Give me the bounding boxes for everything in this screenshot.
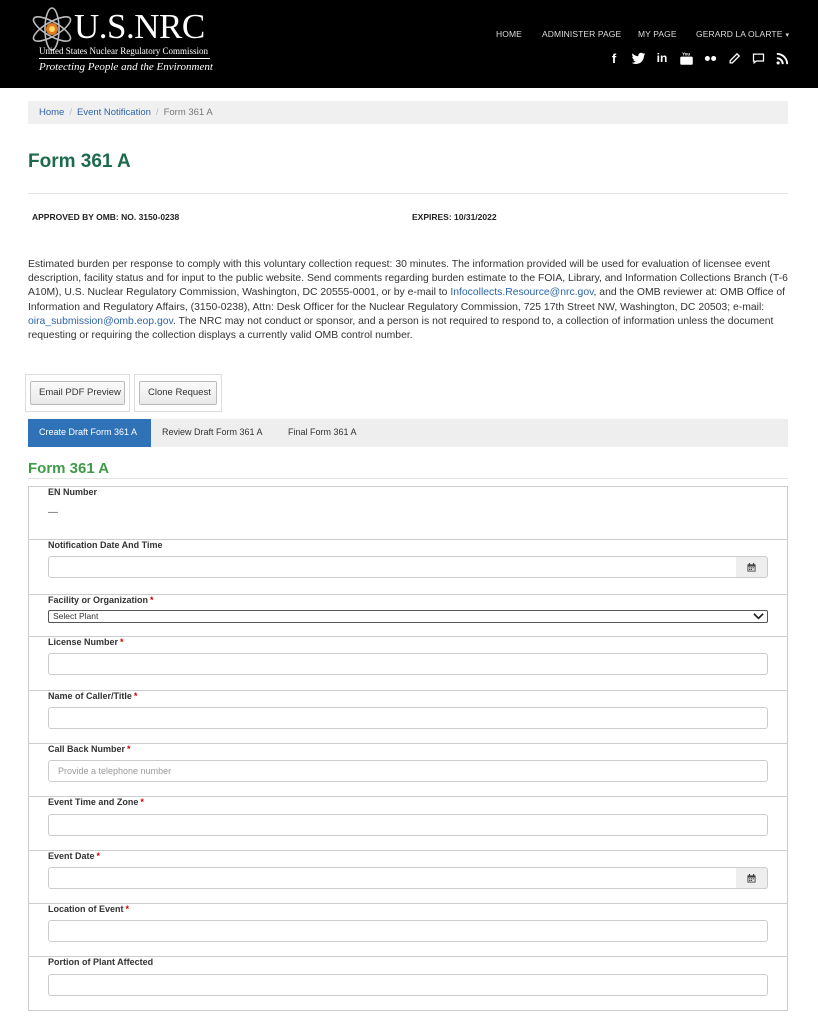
title-divider bbox=[28, 193, 788, 194]
form-tabs bbox=[28, 419, 788, 447]
en-number-value: — bbox=[48, 507, 58, 518]
user-name: GERARD LA OLARTE bbox=[696, 29, 783, 39]
facility-label bbox=[48, 595, 154, 605]
comment-icon[interactable] bbox=[750, 50, 766, 66]
facility-label-text: Facility or Organization bbox=[48, 595, 149, 605]
social-links bbox=[606, 49, 790, 67]
required-marker: * bbox=[96, 851, 101, 861]
required-marker: * bbox=[127, 744, 131, 754]
row-divider bbox=[29, 636, 787, 637]
breadcrumb bbox=[28, 101, 788, 124]
email-pdf-wrapper bbox=[25, 374, 130, 412]
facility-select[interactable] bbox=[48, 610, 768, 623]
blog-icon[interactable] bbox=[726, 50, 742, 66]
email-pdf-preview-button[interactable]: Email PDF Preview bbox=[30, 381, 125, 405]
tab-final-form[interactable]: Final Form 361 A bbox=[288, 427, 357, 437]
svg-text:You: You bbox=[681, 50, 690, 56]
caller-title-label bbox=[48, 691, 137, 701]
nav-home[interactable]: HOME bbox=[496, 29, 522, 39]
form-heading-divider bbox=[28, 478, 788, 479]
location-label bbox=[48, 904, 129, 914]
breadcrumb-event-notification[interactable]: Event Notification bbox=[76, 107, 151, 118]
event-time-input[interactable] bbox=[48, 814, 768, 836]
caller-label-text: Name of Caller/Title bbox=[48, 691, 132, 701]
row-divider bbox=[29, 743, 787, 744]
oira-email-link[interactable]: oira_submission@omb.eop.gov bbox=[28, 315, 173, 327]
nav-user-menu[interactable] bbox=[696, 29, 789, 41]
event-date-input[interactable] bbox=[48, 867, 737, 889]
location-label-text: Location of Event bbox=[48, 904, 124, 914]
infocollects-email-link[interactable]: Infocollects.Resource@nrc.gov bbox=[450, 287, 594, 299]
facility-selected-value: Select Plant bbox=[53, 611, 99, 621]
license-label-text: License Number bbox=[48, 637, 119, 647]
rss-icon[interactable] bbox=[774, 50, 790, 66]
site-header bbox=[0, 0, 818, 88]
event-date-label-text: Event Date bbox=[48, 851, 95, 861]
logo-tagline: Protecting People and the Environment bbox=[39, 61, 213, 73]
required-marker: * bbox=[120, 637, 124, 647]
burden-text-3: . The NRC may not conduct or sponsor, and a person is not required to respond to, a collection of information unless the document requesting or requiring the collection displays a currently valid OMB control number. bbox=[28, 315, 774, 342]
flickr-icon[interactable] bbox=[702, 50, 718, 66]
license-number-input[interactable] bbox=[48, 653, 768, 675]
row-divider bbox=[29, 850, 787, 851]
clone-request-button[interactable]: Clone Request bbox=[139, 381, 217, 405]
required-marker: * bbox=[125, 904, 130, 914]
linkedin-icon[interactable]: in bbox=[656, 51, 668, 65]
tab-create-draft[interactable]: Create Draft Form 361 A bbox=[28, 419, 151, 447]
nav-my-page[interactable]: MY PAGE bbox=[638, 29, 677, 39]
form-heading: Form 361 A bbox=[28, 460, 110, 477]
portion-plant-label: Portion of Plant Affected bbox=[48, 957, 154, 967]
calendar-icon bbox=[747, 874, 756, 883]
required-marker: * bbox=[140, 797, 144, 807]
row-divider bbox=[29, 690, 787, 691]
burden-text-1: Estimated burden per response to comply with this voluntary collection request: 30 minutes. The information provided will be used for evaluation of licensee event description, facility status and for input to the public website. Send comments regarding burden estimate to the FOIA, Library, and Information Collections Branch (T-6 A10M), U.S. Nuclear Regulatory Commission, Washington, DC 20555-0001, or by e-mail to bbox=[28, 259, 788, 299]
caller-title-input[interactable] bbox=[48, 707, 768, 729]
breadcrumb-home[interactable]: Home bbox=[39, 107, 65, 118]
notification-date-label: Notification Date And Time bbox=[48, 540, 163, 550]
twitter-icon[interactable] bbox=[630, 50, 646, 66]
logo-title: U.S.NRC bbox=[74, 7, 205, 46]
required-marker: * bbox=[150, 595, 154, 605]
event-time-label-text: Event Time and Zone bbox=[48, 797, 139, 807]
logo-divider bbox=[39, 58, 210, 59]
facebook-icon[interactable]: f bbox=[611, 50, 617, 66]
breadcrumb-separator: / bbox=[69, 107, 72, 118]
expiration-date: EXPIRES: 10/31/2022 bbox=[412, 212, 497, 222]
breadcrumb-current: Form 361 A bbox=[163, 107, 213, 118]
required-marker: * bbox=[133, 691, 138, 701]
license-number-label bbox=[48, 637, 124, 647]
tab-review-draft[interactable]: Review Draft Form 361 A bbox=[162, 427, 263, 437]
callback-label-text: Call Back Number bbox=[48, 744, 126, 754]
caret-down-icon: ▾ bbox=[785, 32, 790, 39]
breadcrumb-separator: / bbox=[155, 107, 159, 118]
notification-date-picker-button[interactable] bbox=[736, 556, 768, 578]
location-input[interactable] bbox=[48, 920, 768, 942]
event-time-label bbox=[48, 797, 144, 807]
omb-approval: APPROVED BY OMB: NO. 3150-0238 bbox=[32, 212, 180, 222]
call-back-label bbox=[48, 744, 131, 754]
row-divider bbox=[29, 903, 787, 904]
nav-administer-page[interactable]: ADMINISTER PAGE bbox=[542, 29, 622, 39]
logo-subtitle: United States Nuclear Regulatory Commission bbox=[39, 46, 208, 56]
clone-wrapper bbox=[134, 374, 222, 412]
page-title: Form 361 A bbox=[28, 151, 131, 172]
youtube-icon[interactable] bbox=[678, 50, 694, 66]
form-361a bbox=[28, 486, 788, 1011]
calendar-icon bbox=[747, 563, 756, 572]
event-date-picker-button[interactable] bbox=[736, 867, 768, 889]
burden-text-2: , and the OMB reviewer at: OMB Office of Information and Regulatory Affairs, (3150-0238), Attn: Desk Officer for the Nuclear Regulatory Commission, 725 17th Street NW, Washington, DC 20503; e-mail: bbox=[28, 287, 786, 313]
portion-plant-input[interactable] bbox=[48, 974, 768, 996]
en-number-label: EN Number bbox=[48, 487, 98, 497]
call-back-input[interactable]: Provide a telephone number bbox=[48, 760, 768, 782]
event-date-label bbox=[48, 851, 100, 861]
notification-date-input[interactable] bbox=[48, 556, 737, 578]
nrc-logo[interactable] bbox=[28, 6, 228, 78]
chevron-down-icon bbox=[753, 612, 764, 621]
burden-statement bbox=[28, 258, 788, 343]
